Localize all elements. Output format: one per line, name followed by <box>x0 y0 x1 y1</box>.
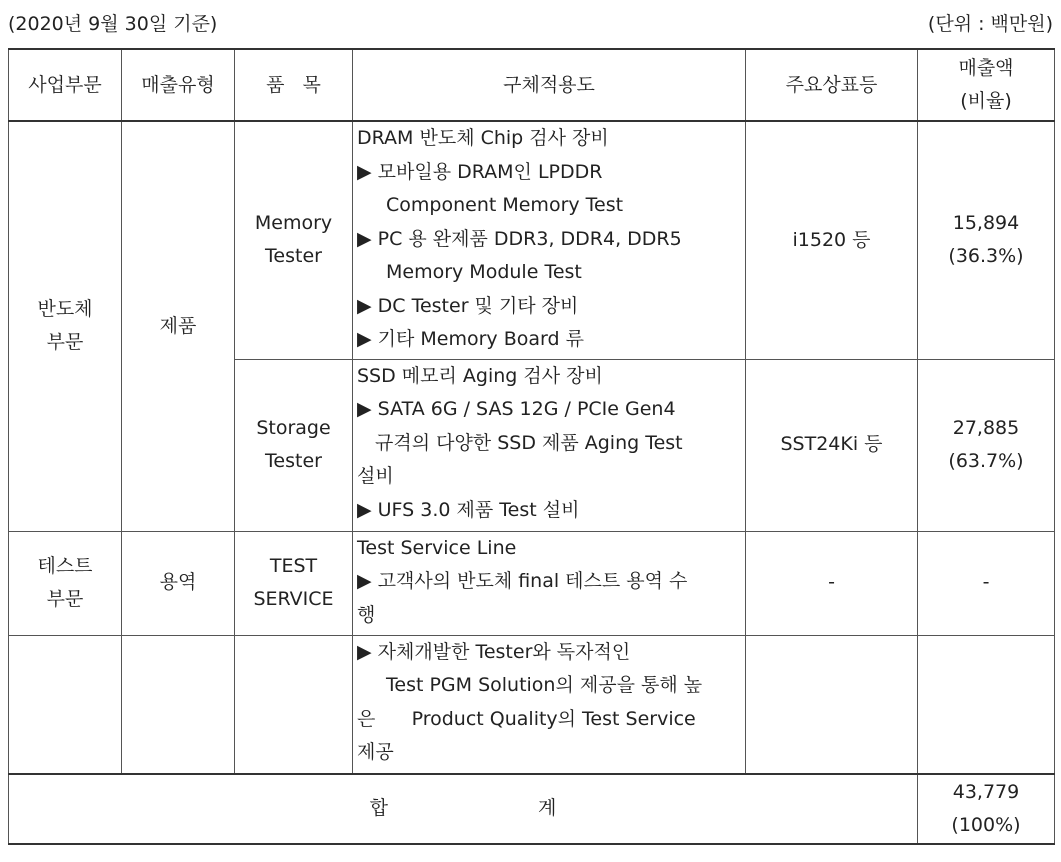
usage-line: Test PGM Solution의 제공을 통해 높 <box>386 674 703 696</box>
col-brand: 주요상표등 <box>746 49 918 121</box>
col-item <box>235 49 353 121</box>
division-line2: 부문 <box>46 331 84 354</box>
brand-storage: SST24Ki 등 <box>746 359 918 531</box>
sales-value: 15,894 <box>952 211 1020 234</box>
col-sales-line1: 매출액 <box>958 57 1014 79</box>
usage-storage <box>353 359 746 531</box>
table-row-test <box>9 531 1055 635</box>
table-row-memory <box>9 121 1055 359</box>
sales-type-empty <box>122 635 235 774</box>
usage-line: 규격의 다양한 SSD 제품 Aging Test <box>375 431 683 454</box>
brand-empty <box>746 635 918 774</box>
col-sales <box>918 49 1055 121</box>
caption <box>0 9 1061 35</box>
division-line2: 부문 <box>46 588 84 610</box>
sales-ratio: (36.3%) <box>948 245 1024 268</box>
item-test-service <box>235 531 353 635</box>
item-storage-tester <box>235 359 353 531</box>
unit-note: (단위 : 백만원) <box>927 13 1053 35</box>
usage-line: ▶ DC Tester 및 기타 장비 <box>357 294 579 317</box>
usage-test <box>353 531 746 635</box>
usage-extra <box>353 635 746 774</box>
division-line1: 테스트 <box>37 554 93 577</box>
item-memory-tester <box>235 121 353 359</box>
division-semiconductor <box>9 121 122 531</box>
usage-line: 제공 <box>357 741 394 763</box>
sales-type-service: 용역 <box>122 531 235 635</box>
total-label <box>9 774 918 844</box>
usage-line: 은 Product Quality의 Test Service <box>357 707 696 730</box>
usage-line: ▶ UFS 3.0 제품 Test 설비 <box>357 498 580 521</box>
usage-line: Component Memory Test <box>386 194 624 216</box>
division-line1: 반도체 <box>37 297 93 320</box>
item-line1: TEST <box>269 554 318 577</box>
division-empty <box>9 635 122 774</box>
date-note: (2020년 9월 30일 기준) <box>8 13 218 35</box>
usage-line: ▶ PC 용 완제품 DDR3, DDR4, DDR5 <box>357 227 682 250</box>
col-sales-line2: (비율) <box>960 90 1012 112</box>
total-label-right: 계 <box>538 797 557 820</box>
total-sales-value: 43,779 <box>952 780 1020 803</box>
usage-line: 설비 <box>357 465 394 487</box>
sales-empty <box>918 635 1055 774</box>
usage-line: SSD 메모리 Aging 검사 장비 <box>357 364 603 387</box>
usage-line: ▶ 모바일용 DRAM인 LPDDR <box>357 160 603 183</box>
table-row-total <box>9 774 1055 844</box>
sales-type-product: 제품 <box>122 121 235 531</box>
brand-test: - <box>746 531 918 635</box>
item-line1: Memory <box>254 211 333 234</box>
total-sales-ratio: (100%) <box>951 814 1021 836</box>
sales-ratio: (63.7%) <box>948 450 1024 472</box>
total-sales <box>918 774 1055 844</box>
item-line2: SERVICE <box>253 588 334 610</box>
usage-memory <box>353 121 746 359</box>
header-row <box>9 49 1055 121</box>
total-label-left: 합 <box>369 797 388 820</box>
usage-line: ▶ SATA 6G / SAS 12G / PCIe Gen4 <box>357 398 676 420</box>
item-line2: Tester <box>265 245 322 268</box>
business-table <box>8 48 1055 845</box>
brand-memory: i1520 등 <box>746 121 918 359</box>
usage-line: DRAM 반도체 Chip 검사 장비 <box>357 127 609 149</box>
usage-line: Memory Module Test <box>386 261 582 283</box>
col-usage: 구체적용도 <box>353 49 746 121</box>
sales-test: - <box>918 531 1055 635</box>
table-row-extra <box>9 635 1055 774</box>
usage-line: ▶ 자체개발한 Tester와 독자적인 <box>357 640 631 663</box>
col-sales-type: 매출유형 <box>122 49 235 121</box>
usage-line: 행 <box>357 603 376 626</box>
item-empty <box>235 635 353 774</box>
division-test <box>9 531 122 635</box>
col-item-label: 품 목 <box>266 73 321 96</box>
sales-value: 27,885 <box>952 416 1020 439</box>
sales-memory <box>918 121 1055 359</box>
col-division: 사업부문 <box>9 49 122 121</box>
item-line2: Tester <box>265 450 322 472</box>
sales-storage <box>918 359 1055 531</box>
usage-line: ▶ 기타 Memory Board 류 <box>357 328 584 350</box>
usage-line: Test Service Line <box>357 536 517 559</box>
item-line1: Storage <box>256 416 331 439</box>
usage-line: ▶ 고객사의 반도체 final 테스트 용역 수 <box>357 570 688 592</box>
